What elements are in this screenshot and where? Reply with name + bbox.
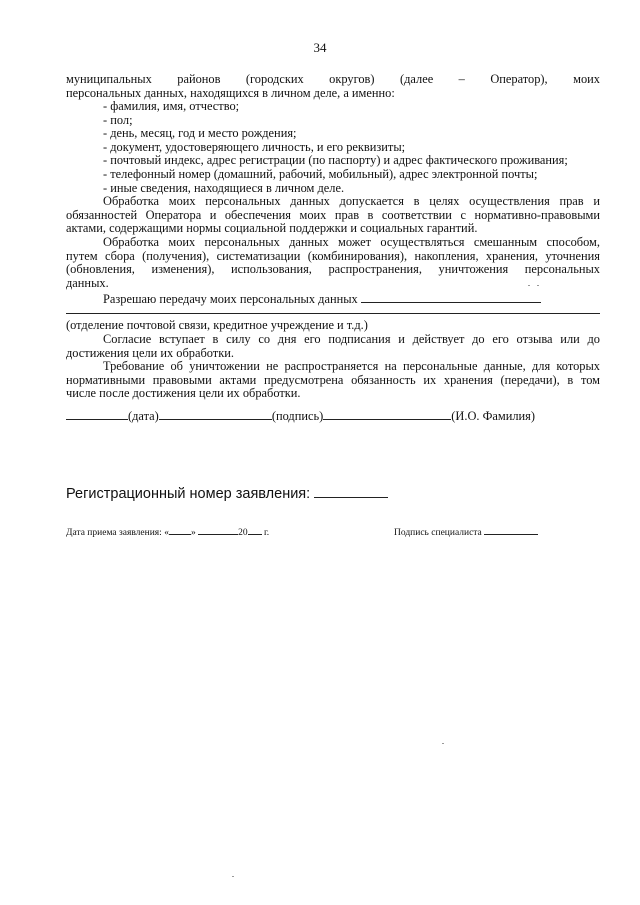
scan-speck bbox=[537, 285, 539, 286]
text-line: путем сбора (получения), систематизации (комбинирования), накопления, хранения, уточнения bbox=[66, 248, 600, 263]
registration-number-field[interactable] bbox=[314, 484, 388, 498]
scan-speck bbox=[528, 285, 530, 286]
text-line: обязанностей Оператора и обеспечения моих прав в соответствии с нормативно-правовыми bbox=[66, 207, 600, 222]
text-line: числе после достижения цели их обработки. bbox=[66, 386, 301, 401]
intro-word: муниципальных bbox=[66, 72, 152, 86]
text-line: достижения цели их обработки. bbox=[66, 345, 234, 360]
receipt-date-quote: » bbox=[190, 528, 196, 538]
intro-word: – bbox=[458, 72, 465, 86]
list-item: - документ, удостоверяющего личность, и его реквизиты; bbox=[103, 139, 406, 154]
date-field[interactable] bbox=[66, 408, 128, 420]
page-number: 34 bbox=[313, 40, 327, 55]
transfer-hint: (отделение почтовой связи, кредитное учреждение и т.д.) bbox=[66, 318, 368, 332]
full-name-field[interactable] bbox=[323, 408, 451, 420]
transfer-recipient-field[interactable] bbox=[361, 291, 541, 303]
intro-word: округов) bbox=[329, 72, 375, 86]
list-item: - день, месяц, год и место рождения; bbox=[103, 126, 297, 141]
specialist-signature-label: Подпись специалиста bbox=[394, 528, 482, 538]
intro-word: районов bbox=[177, 72, 221, 86]
date-label: (дата) bbox=[128, 409, 159, 423]
receipt-year-field[interactable] bbox=[248, 525, 262, 535]
transfer-label: Разрешаю передачу моих персональных данных bbox=[103, 292, 358, 306]
processing-method-paragraph bbox=[66, 236, 600, 290]
text-line: Требование об уничтожении не распространяется на персональные данные, для которых bbox=[103, 359, 600, 373]
intro-line-2: персональных данных, находящихся в личном деле, а именно: bbox=[66, 85, 395, 100]
text-line: Обработка моих персональных данных допускается в целях осуществления прав и bbox=[103, 194, 600, 208]
registration-number-line bbox=[66, 484, 388, 502]
specialist-signature-field[interactable] bbox=[484, 525, 538, 535]
receipt-year-suffix: г. bbox=[263, 528, 270, 538]
processing-purpose-paragraph bbox=[66, 195, 600, 236]
signature-row bbox=[66, 408, 600, 424]
personal-data-list bbox=[66, 100, 600, 195]
intro-line-1 bbox=[66, 73, 600, 87]
list-item: - иные сведения, находящиеся в личном деле. bbox=[103, 180, 345, 195]
transfer-recipient-field-line[interactable] bbox=[66, 313, 600, 314]
destruction-requirement-paragraph bbox=[66, 360, 600, 401]
receipt-date-line bbox=[66, 525, 269, 538]
scan-speck bbox=[442, 743, 444, 744]
specialist-signature-line bbox=[394, 525, 538, 538]
text-line: актами, содержащими нормы социальной поддержки и социальных гарантий. bbox=[66, 221, 478, 236]
scan-speck bbox=[232, 876, 234, 877]
intro-paragraph bbox=[66, 73, 600, 100]
consent-validity-paragraph bbox=[66, 333, 600, 360]
intro-word: (городских bbox=[245, 72, 304, 86]
full-name-label: (И.О. Фамилия) bbox=[451, 409, 535, 423]
list-item: - фамилия, имя, отчество; bbox=[103, 99, 240, 113]
signature-label: (подпись) bbox=[271, 409, 324, 423]
list-item: - пол; bbox=[103, 112, 133, 127]
text-line: данных. bbox=[66, 275, 109, 290]
list-item: - почтовый индекс, адрес регистрации (по паспорту) и адрес фактического проживания; bbox=[103, 153, 568, 168]
transfer-permission-line bbox=[66, 291, 600, 307]
receipt-month-field[interactable] bbox=[198, 525, 238, 535]
receipt-year-prefix: 20 bbox=[238, 528, 248, 538]
text-line: Обработка моих персональных данных может осуществляться смешанным способом, bbox=[103, 235, 600, 249]
text-line: Согласие вступает в силу со дня его подписания и действует до его отзыва или до bbox=[103, 332, 600, 346]
signature-field[interactable] bbox=[159, 408, 272, 420]
registration-number-label: Регистрационный номер заявления: bbox=[66, 486, 311, 502]
list-item: - телефонный номер (домашний, рабочий, мобильный), адрес электронной почты; bbox=[103, 166, 538, 181]
intro-word: моих bbox=[573, 72, 600, 86]
intro-word: (далее bbox=[399, 72, 434, 86]
intro-word: Оператор), bbox=[490, 72, 548, 86]
receipt-day-field[interactable] bbox=[169, 525, 191, 535]
text-line: (обновления, изменения), использования, распространения, уничтожения персональных bbox=[66, 262, 600, 277]
receipt-date-label: Дата приема заявления: « bbox=[66, 528, 169, 538]
text-line: нормативными правовыми актами предусмотрена обязанность их хранения (передачи), в том bbox=[66, 372, 600, 387]
